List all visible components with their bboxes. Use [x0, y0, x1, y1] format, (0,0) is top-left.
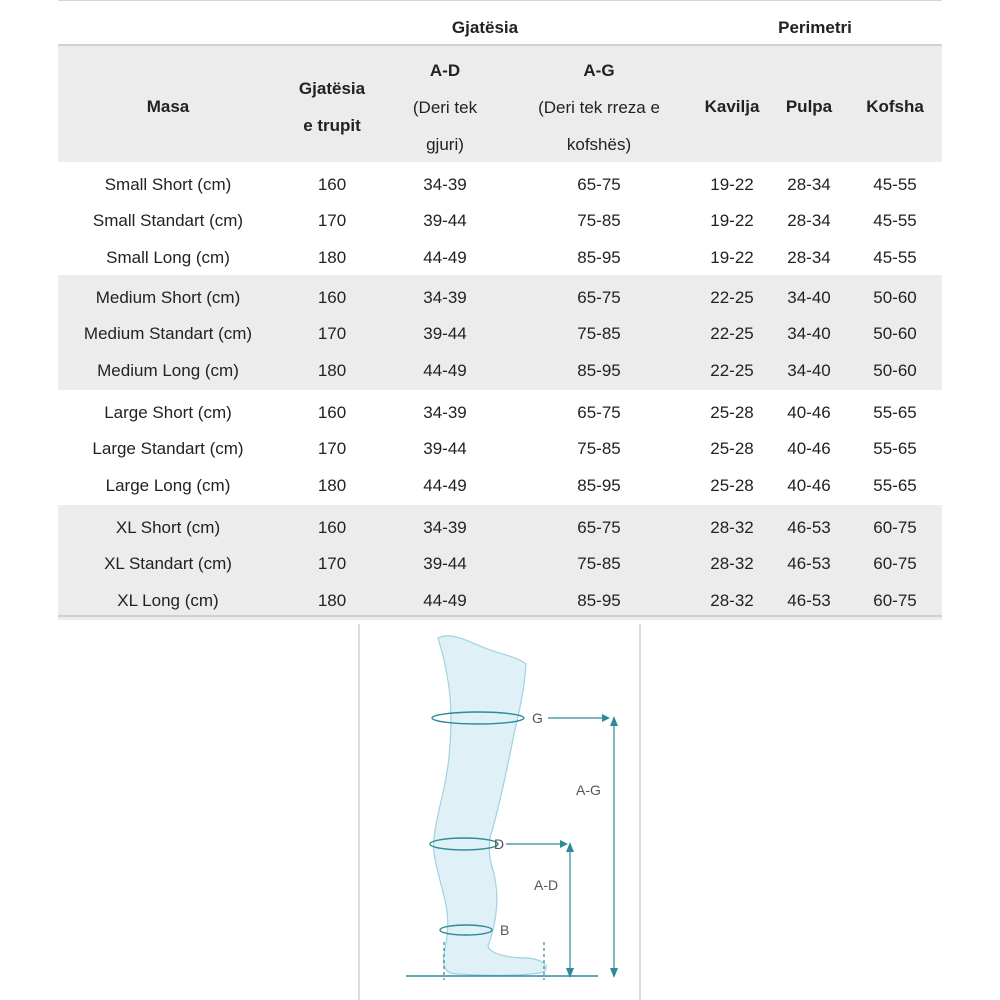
label-a-d: A-D	[534, 877, 559, 893]
ankle-cell: 19-22	[710, 175, 754, 194]
a-d-cell: 39-44	[423, 324, 467, 343]
table-row	[58, 395, 942, 431]
calf-cell: 34-40	[787, 288, 831, 307]
thigh-cell: 50-60	[873, 324, 917, 343]
ankle-cell: 19-22	[710, 248, 754, 267]
calf-cell: 40-46	[787, 439, 831, 458]
ankle-cell: 22-25	[710, 361, 754, 380]
ankle-cell: 22-25	[710, 324, 754, 343]
body-height-cell: 170	[317, 324, 347, 343]
a-d-cell: 34-39	[423, 175, 467, 194]
ankle-cell: 19-22	[710, 211, 754, 230]
thigh-cell: 50-60	[873, 361, 917, 380]
thigh-cell: 60-75	[873, 591, 917, 610]
a-g-cell: 85-95	[577, 476, 621, 495]
size-cell: Large Short (cm)	[104, 403, 232, 422]
a-g-arrow-bottom	[610, 968, 618, 978]
size-group	[58, 275, 942, 390]
size-cell: Medium Standart (cm)	[83, 324, 253, 343]
label-g: G	[532, 710, 543, 726]
size-cell: XL Standart (cm)	[104, 554, 232, 573]
body-height-cell: 170	[317, 211, 347, 230]
label-a-g: A-G	[576, 782, 601, 798]
a-d-arrow-top	[566, 842, 574, 852]
calf-cell: 28-34	[787, 248, 831, 267]
body-height-cell: 180	[317, 591, 347, 610]
thigh-cell: 60-75	[873, 518, 917, 537]
calf-cell: 46-53	[787, 591, 831, 610]
header-size: Masa	[146, 97, 190, 116]
a-d-cell: 44-49	[423, 476, 467, 495]
bottom-rule	[58, 615, 942, 617]
header-ankle: Kavilja	[704, 97, 760, 116]
a-d-cell: 34-39	[423, 518, 467, 537]
size-group	[58, 505, 942, 620]
a-g-cell: 65-75	[577, 175, 621, 194]
a-d-cell: 34-39	[423, 288, 467, 307]
thigh-cell: 45-55	[873, 248, 917, 267]
a-d-cell: 39-44	[423, 211, 467, 230]
table-row	[58, 583, 942, 619]
thigh-cell: 55-65	[873, 403, 917, 422]
table-row	[58, 431, 942, 467]
group-header-length: Gjatësia	[451, 18, 519, 37]
body-height-cell: 160	[317, 403, 347, 422]
a-g-cell: 75-85	[577, 554, 621, 573]
size-cell: Large Standart (cm)	[92, 439, 244, 458]
calf-cell: 34-40	[787, 324, 831, 343]
body-height-cell: 180	[317, 248, 347, 267]
calf-cell: 46-53	[787, 554, 831, 573]
header-calf: Pulpa	[785, 97, 833, 116]
ankle-cell: 22-25	[710, 288, 754, 307]
size-cell: Medium Short (cm)	[95, 288, 241, 307]
a-g-cell: 75-85	[577, 439, 621, 458]
table-row	[58, 240, 942, 276]
ankle-cell: 25-28	[710, 403, 754, 422]
body-height-cell: 160	[317, 288, 347, 307]
thigh-cell: 45-55	[873, 211, 917, 230]
header-a-g: A-G (Deri tek rreza e kofshës)	[538, 61, 660, 154]
group-header-perimeter: Perimetri	[778, 18, 852, 37]
calf-cell: 46-53	[787, 518, 831, 537]
size-cell: Large Long (cm)	[105, 476, 231, 495]
a-g-cell: 65-75	[577, 403, 621, 422]
a-g-cell: 65-75	[577, 288, 621, 307]
ankle-cell: 28-32	[710, 554, 754, 573]
size-cell: XL Long (cm)	[117, 591, 219, 610]
body-height-cell: 180	[317, 361, 347, 380]
table-row	[58, 316, 942, 352]
a-d-cell: 44-49	[423, 361, 467, 380]
thigh-cell: 50-60	[873, 288, 917, 307]
thigh-cell: 60-75	[873, 554, 917, 573]
body-height-cell: 170	[317, 439, 347, 458]
calf-cell: 34-40	[787, 361, 831, 380]
thigh-cell: 55-65	[873, 476, 917, 495]
a-g-cell: 65-75	[577, 518, 621, 537]
a-d-cell: 44-49	[423, 591, 467, 610]
leg-measurement-diagram	[358, 624, 642, 1000]
size-group	[58, 162, 942, 277]
table-row	[58, 167, 942, 203]
ankle-cell: 28-32	[710, 518, 754, 537]
size-cell: Small Short (cm)	[104, 175, 232, 194]
body-height-cell: 160	[317, 518, 347, 537]
a-g-cell: 85-95	[577, 248, 621, 267]
header-body-height: Gjatësia e trupit	[298, 79, 366, 135]
a-g-cell: 85-95	[577, 361, 621, 380]
table-row	[58, 510, 942, 546]
size-group	[58, 390, 942, 505]
ankle-cell: 28-32	[710, 591, 754, 610]
thigh-cell: 45-55	[873, 175, 917, 194]
header-thigh: Kofsha	[866, 97, 924, 116]
ankle-cell: 25-28	[710, 476, 754, 495]
table-row	[58, 353, 942, 389]
ankle-cell: 25-28	[710, 439, 754, 458]
a-d-cell: 44-49	[423, 248, 467, 267]
size-cell: Medium Long (cm)	[97, 361, 239, 380]
g-pointer-arrow	[602, 714, 610, 722]
label-b: B	[500, 922, 510, 938]
size-cell: Small Long (cm)	[106, 248, 230, 267]
calf-cell: 28-34	[787, 211, 831, 230]
table-row	[58, 468, 942, 504]
d-pointer-arrow	[560, 840, 568, 848]
body-height-cell: 170	[317, 554, 347, 573]
a-d-cell: 34-39	[423, 403, 467, 422]
a-g-cell: 75-85	[577, 324, 621, 343]
a-g-cell: 85-95	[577, 591, 621, 610]
calf-cell: 28-34	[787, 175, 831, 194]
size-cell: XL Short (cm)	[115, 518, 221, 537]
header-a-d: A-D (Deri tek gjuri)	[412, 61, 478, 154]
thigh-cell: 55-65	[873, 439, 917, 458]
a-g-arrow-top	[610, 716, 618, 726]
leg-silhouette	[434, 636, 547, 975]
leg-diagram-svg	[358, 624, 642, 1000]
size-cell: Small Standart (cm)	[92, 211, 244, 230]
calf-cell: 40-46	[787, 403, 831, 422]
table-row	[58, 546, 942, 582]
label-d: D	[494, 836, 505, 852]
a-g-cell: 75-85	[577, 211, 621, 230]
table-row	[58, 203, 942, 239]
table-row	[58, 280, 942, 316]
a-d-cell: 39-44	[423, 554, 467, 573]
a-d-cell: 39-44	[423, 439, 467, 458]
top-rule	[58, 0, 942, 1]
calf-cell: 40-46	[787, 476, 831, 495]
body-height-cell: 180	[317, 476, 347, 495]
body-height-cell: 160	[317, 175, 347, 194]
